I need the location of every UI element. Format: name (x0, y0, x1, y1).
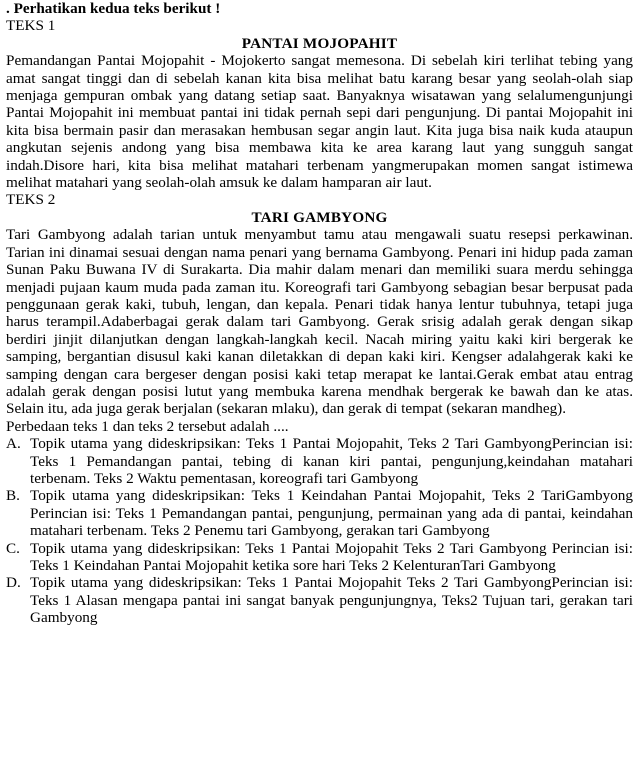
option-c-text: Topik utama yang dideskripsikan: Teks 1 Pantai Mojopahit Teks 2 Tari Gambyong Perincian isi: Teks 1 Keindahan Pantai Mojopahit ketika sore hari Teks 2 KelenturanTari Gambyong (30, 539, 633, 574)
text-1-title: PANTAI MOJOPAHIT (241, 34, 398, 52)
text-1-label: TEKS 1 (6, 17, 56, 35)
option-a-text: Topik utama yang dideskripsikan: Teks 1 Pantai Mojopahit, Teks 2 Tari GambyongPerincian isi: Teks 1 Pemandangan pantai, tebing di kanan kiri pantai, pengunjung,keindahan matahari terbenam. Teks 2 Waktu pementasan, koreografi tari Gambyong (30, 435, 633, 487)
option-c[interactable] (6, 540, 633, 575)
text-2-body: Tari Gambyong adalah tarian untuk menyambut tamu atau mengawali suatu resepsi perkawinan. Tarian ini dinamai sesuai dengan nama penari yang bernama Gambyong. Penari ini hidup pada zaman Sunan Paku Buwana IV di Surakarta. Dia mahir dalam menari dan memiliki suara merdu sehingga menjadi pujaan kaum muda pada zaman itu. Koreografi tari Gambyong sebagian besar berpusat pada penggunaan gerak kaki, tubuh, lengan, dan kepala. Penari tidak hanya lentur tubuhnya, tetapi juga harus terampil.Adaberbagai gerak dalam tari Gambyong. Gerak srisig adalah gerak dengan sikap berdiri jinjit dilanjutkan dengan langkah-langkah kecil. Nacah miring yaitu kaki kiri bergerak ke samping, bergantian disusul kaki kanan diletakkan di depan kaki kiri. Kengser adalahgerak kaki ke samping dengan cara bergeser dengan posisi kaki tetap merapat ke lantai.Gerak embat atau entrag adalah gerak dengan posisi lutut yang membuka karena mendhak bergerak ke bawah dan ke atas. Selain itu, ada juga gerak berjalan (sekaran mlaku), dan gerak di tempat (sekaran mandheg). (6, 226, 633, 418)
option-a[interactable] (6, 435, 633, 487)
text-2 (6, 191, 633, 417)
answer-options (6, 435, 633, 626)
question-prompt: Perbedaan teks 1 dan teks 2 tersebut adalah .... (6, 417, 289, 435)
option-d-text: Topik utama yang dideskripsikan: Teks 1 Pantai Mojopahit Teks 2 Tari GambyongPerincian isi: Teks 1 Alasan mengapa pantai ini sangat banyak pengunjungnya, Teks2 Tujuan tari, gerakan tari Gambyong (30, 574, 633, 627)
option-d[interactable] (6, 574, 633, 626)
option-b-letter: B. (6, 487, 20, 505)
option-b[interactable] (6, 487, 633, 539)
option-d-letter: D. (6, 574, 21, 592)
option-a-letter: A. (6, 435, 21, 453)
text-1 (6, 17, 633, 191)
instruction: . Perhatikan kedua teks berikut ! (6, 0, 221, 17)
option-b-text: Topik utama yang dideskripsikan: Teks 1 Keindahan Pantai Mojopahit, Teks 2 TariGambyong Perincian isi: Teks 1 Pemandangan pantai, pengunjung, permainan yang ada di pantai, keindahan matahari terbenam. Teks 2 Penemu tari Gambyong, gerakan tari Gambyong (30, 487, 633, 540)
text-2-title: TARI GAMBYONG (251, 208, 388, 226)
text-1-body: Pemandangan Pantai Mojopahit - Mojokerto sangat memesona. Di sebelah kiri terlihat tebing yang amat sangat tinggi dan di sebelah kanan kita bisa melihat batu karang besar yang seolah-olah siap menjaga gempuran ombak yang datang setiap saat. Banyaknya wisatawan yang selalumengunjungi Pantai Mojopahit ini membuat pantai ini tidak pernah sepi dari pengunjung. Di pantai Mojopahit ini kita bisa bermain pasir dan merasakan hembusan segar angin laut. Kita juga bisa naik kuda ataupun angkutan sejenis andong yang bisa membawa kita ke area karang laut yang sungguh sangat indah.Disore hari, kita bisa melihat matahari terbenam yangmerupakan momen sangat istimewa melihat matahari yang seolah-olah amsuk ke dalam hamparan air laut. (6, 52, 633, 192)
text-2-label: TEKS 2 (6, 191, 56, 209)
option-c-letter: C. (6, 539, 20, 557)
